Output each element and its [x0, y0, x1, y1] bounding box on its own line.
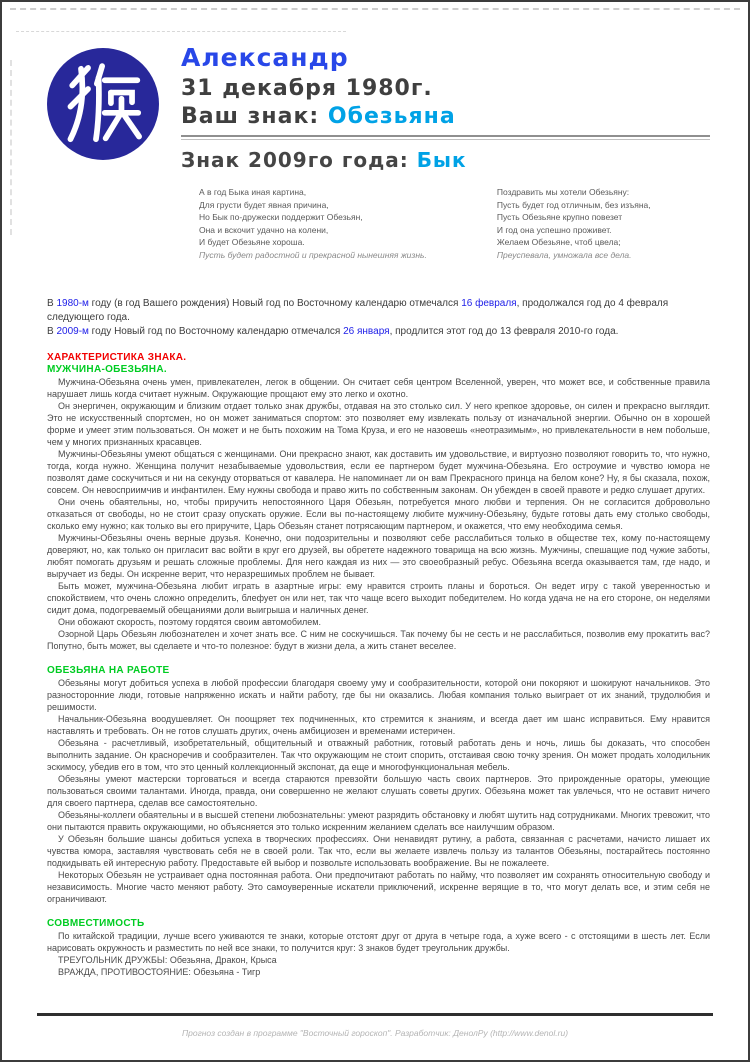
- sign-row: [181, 104, 710, 129]
- birth-date: 31 декабря 1980г.: [181, 76, 433, 101]
- greeting-poems: [199, 186, 710, 261]
- scan-artifact-left: [10, 60, 12, 235]
- year-sign-label: Знак 2009го года:: [181, 148, 409, 172]
- info-text: , продолжался год до 4 февраля следующего года.: [47, 298, 669, 323]
- paragraph: Обезьяны-коллеги обаятельны и в высшей степени любознательны: умеют разрядить обстановку и любят шутить над сотрудниками. Многих тревожит, что они пытаются править окружающими, но объясняется это только искренним желанием сделать все наилучшим образом.: [47, 810, 710, 832]
- info-text: году (в год Вашего рождения) Новый год по Восточному календарю отмечался: [88, 298, 462, 309]
- paragraph: Обезьяны умеют мастерски торговаться и всегда стараются превзойти большую часть своих партнеров. Это прирожденные ораторы, умеющие пользоваться своими талантами. Иногда, правда, они совершенно не желают слушать советы других. Обезьяна может так увлечься, что не оставит ничего для своего партнера, сделав все самостоятельно.: [47, 774, 710, 808]
- section-heading: ОБЕЗЬЯНА НА РАБОТЕ: [47, 665, 170, 676]
- footer-divider: [37, 1013, 713, 1016]
- info-text: В: [47, 326, 57, 337]
- highlighted-date: 16 февраля: [461, 298, 517, 309]
- poem-line: Пусть будет год отличным, без изъяна,: [496, 199, 651, 210]
- header-text: [181, 44, 710, 172]
- poem-left-column: [199, 186, 427, 261]
- section-heading: ХАРАКТЕРИСТИКА ЗНАКА.: [47, 352, 187, 363]
- highlighted-date: 26 января: [343, 326, 390, 337]
- info-text: , продлится этот год до 13 февраля 2010-го года.: [389, 326, 619, 337]
- poem-line: Преуспевала, умножала все дела.: [496, 249, 632, 260]
- monkey-seal-icon: [59, 60, 147, 148]
- calendar-year-info: [47, 297, 710, 339]
- footer-credit: Прогноз создан в программе "Восточный гороскоп". Разработчик: ДенолРу (http://www.denol.ru): [181, 1028, 569, 1038]
- paragraph: По китайской традиции, лучше всего уживаются те знаки, которые отстоят друг от друга в четыре года, а хуже всего - с отстоящими в шесть лет. Если нарисовать окружность и разместить по ней все знаки, то получится круг: 3 знаков будет треугольник дружбы.: [47, 931, 710, 953]
- paragraph: Быть может, мужчина-Обезьяна любит играть в азартные игры: ему нравится строить планы и бороться. Он ведет игру с такой уверенностью и спокойствием, что очень сложно определить, блефует он или нет, так что чаще всего выходит победителем. Но когда удача не на его стороне, он неделями сидит дома, подогреваемый обещаниями доли выигрыша и наличных денег.: [47, 581, 710, 615]
- info-text: году Новый год по Восточному календарю отмечался: [88, 326, 344, 337]
- poem-line: И год она успешно проживет.: [496, 224, 612, 235]
- section-heading: СОВМЕСТИМОСТЬ: [47, 918, 145, 929]
- paragraph: Озорной Царь Обезьян любознателен и хочет знать все. С ним не соскучишься. Так почему бы не сесть и не расслабиться, позволив ему прокатить вас? Попутно, быть может, вы сделаете и что-то полезное: будут в жизни дела, а жить станет веселее.: [47, 629, 710, 651]
- poem-line: Для грусти будет явная причина,: [199, 199, 329, 210]
- poem-line: Она и вскочит удачно на колени,: [199, 224, 329, 235]
- scan-artifact-top2: [16, 31, 346, 32]
- poem-line: Желаем Обезьяне, чтоб цвела;: [496, 237, 621, 247]
- paragraph: Мужчины-Обезьяны умеют общаться с женщинами. Они прекрасно знают, как доставить им удовольствие, и виртуозно позволяют говорить то, что нужно, тогда, когда нужно. Женщина получит незабываемые удовольствия, если ее партнером будет мужчина-Обезьяна. Его остроумие и чувство юмора не позволят даме соскучиться и ни на секунду оторваться от кавалера. Не напоминает ли он вам Прекрасного принца на белом коне? Ну, я бы сказала, похож, совсем. Он невосприимчив и инфантилен. Ему нужны свобода и право жить по собственным законам. Он убежден в своей правоте и редко слушает других.: [47, 449, 710, 495]
- header-divider: [181, 135, 710, 140]
- sign-label: Ваш знак:: [181, 104, 320, 129]
- highlighted-date: 2009-м: [56, 326, 89, 337]
- year-sign-row: [181, 148, 710, 172]
- paragraph: ТРЕУГОЛЬНИК ДРУЖБЫ: Обезьяна, Дракон, Крыса: [58, 955, 277, 965]
- zodiac-seal: [47, 48, 159, 160]
- poem-right-column: [497, 186, 651, 261]
- info-line: [47, 325, 710, 339]
- paragraph: Они очень обаятельны, но, чтобы приручить непостоянного Царя Обезьян, потребуется много любви и терпения. Он не согласится добровольно отказаться от свободы, но не стоит сразу опускать оружие. Если вы по-настоящему любите мужчину-Обезьяну, будьте готовы дать ему столько свободы, сколько ему нужно; как только вы его приручите, Царь Обезьян станет потрясающим партнером, и окажется, что ему необходима семья.: [47, 497, 710, 531]
- paragraph: Они обожают скорость, поэтому гордятся своим автомобилем.: [58, 617, 321, 627]
- info-line: [47, 297, 710, 325]
- poem-line: Но Бык по-дружески поддержит Обезьян,: [199, 212, 363, 222]
- poem-line: Пусть Обезьяне крупно повезет: [496, 212, 623, 222]
- poem-line: Пусть будет радостной и прекрасной нынешняя жизнь.: [199, 249, 427, 260]
- paragraph: Мужчины-Обезьяны очень верные друзья. Конечно, они подозрительны и позволяют себе расслабиться только в обществе тех, кому по-настоящему доверяют, но, как только он пригласит вас войти в круг его друзей, вы обретете надежного товарища на всю жизнь. Мужчины, спешащие под чужие заботы, любят помогать друзьям и решать сложные проблемы. Для него каждая из них — это своеобразный ребус. Обезьяна всегда оказывается там, где надо, и выручает из беды. Он искренне верит, что неразрешимых проблем не бывает.: [47, 533, 710, 579]
- paragraph: Мужчина-Обезьяна очень умен, привлекателен, легок в общении. Он считает себя центром Вселенной, уверен, что может все, и собственные правила нарушает лишь когда считает нужным. Окружающие прощают ему это легко и охотно.: [47, 377, 710, 399]
- section-heading: МУЖЧИНА-ОБЕЗЬЯНА.: [47, 364, 167, 375]
- paragraph: Начальник-Обезьяна воодушевляет. Он поощряет тех подчиненных, кто стремится к знаниям, и всегда дает им шанс исправиться. Ему нравится наставлять и требовать. Он не готов слушать других, очень амбициозен и временами истеричен.: [47, 714, 710, 736]
- poem-line: Поздравить мы хотели Обезьяну:: [496, 187, 630, 197]
- paragraph: ВРАЖДА, ПРОТИВОСТОЯНИЕ: Обезьяна - Тигр: [58, 967, 261, 977]
- poem-line: А в год Быка иная картина,: [199, 187, 307, 197]
- header: [47, 44, 710, 172]
- page-content: [47, 44, 710, 978]
- paragraph: Некоторых Обезьян не устраивает одна постоянная работа. Они предпочитают работать по найму, что позволяет им сохранять относительную свободу и независимость. Многие часто меняют работу. Это самоуверенные искатели приключений, искренне верящие в то, что могут делать все, и этим себя не ограничивают.: [47, 870, 710, 904]
- sections-content: [47, 352, 710, 978]
- paragraph: Обезьяна - расчетливый, изобретательный, общительный и отважный работник, готовый работать день и ночь, лишь бы доказать, что способен выполнить задание. Он красноречив и сообразителен. Так что окружающим не стоит спорить, отстаивая свою точку зрения. Он может продать холодильник эскимосу, убедив его в том, что это ценный коллекционный экспонат, да еще и многофункциональная мебель.: [47, 738, 710, 772]
- info-text: В: [47, 298, 57, 309]
- person-name: Александр: [181, 43, 349, 72]
- paragraph: Он энергичен, окружающим и близким отдает только знак дружбы, отдавая на это столько сил. У него крепкое здоровье, он силен и прекрасно выглядит. Это не искусственный спортсмен, но он может заниматься спортом: это позволяет ему извлекать пользу от изначальной энергии. Обычно он в хорошей форме и умеет этим пользоваться. Он может и не быть похожим на Тома Круза, и его не назовешь «неотразимым», но привлекательности в нем побольше, чем у многих признанных красавцев.: [47, 401, 710, 447]
- scan-artifact-top: [10, 8, 740, 10]
- poem-line: И будет Обезьяне хороша.: [199, 237, 305, 247]
- paragraph: Обезьяны могут добиться успеха в любой профессии благодаря своему уму и сообразительности, которой они покоряют и шокируют начальников. Это разносторонние люди, готовые напряженно искать и найти работу, где бы ни оказались. Любая компания только выиграет от их знаний, трудолюбия и решимости.: [47, 678, 710, 712]
- paragraph: У Обезьян большие шансы добиться успеха в творческих профессиях. Они ненавидят рутину, а работа, связанная с расчетами, начисто лишает их чувства юмора, заставляя чувствовать себя не в своей роли. Так что, если вы желаете извлечь пользу из талантов Обезьяны, постарайтесь постоянно подкидывать ей интересную работу. Предоставьте ей выбор и позвольте использовать воображение. Вы не пожалеете.: [47, 834, 710, 868]
- highlighted-date: 1980-м: [56, 298, 89, 309]
- year-sign-value: Бык: [416, 148, 467, 172]
- sign-value: Обезьяна: [327, 104, 456, 129]
